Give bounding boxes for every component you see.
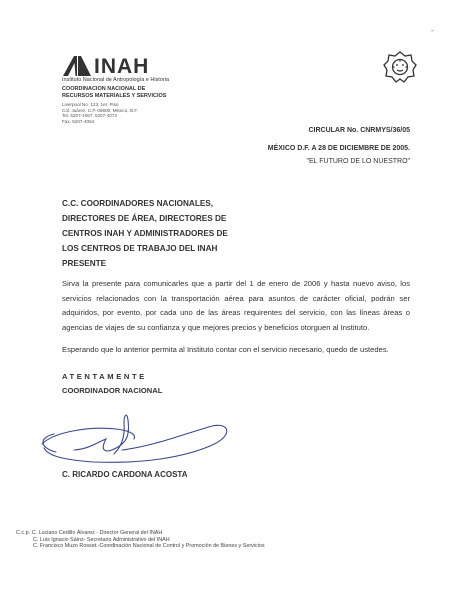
recipient-line: LOS CENTROS DE TRABAJO DEL INAH <box>62 244 218 253</box>
coordination-name: COORDINACION NACIONAL DE RECURSOS MATERIALES Y SERVICIOS <box>62 86 167 99</box>
corner-mark: - <box>431 26 434 35</box>
cc-line: C.c.p. C. Luciano Cedillo Álvarez - Director General del INAH <box>16 530 163 536</box>
circular-number: CIRCULAR No. CNRMYS/36/05 <box>308 127 410 134</box>
address-line: Tel. 5207-4067, 5207-4073 <box>62 113 117 119</box>
logo-wordmark: INAH <box>94 55 150 78</box>
signature <box>34 402 244 477</box>
recipient-line: PRESENTE <box>62 259 107 268</box>
recipients <box>62 196 302 271</box>
circular-date: MÉXICO D.F. A 28 DE DICIEMBRE DE 2005. <box>267 145 410 152</box>
motto: "EL FUTURO DE LO NUESTRO" <box>306 158 410 165</box>
body-paragraph-2: Esperando que lo anterior permita al Instituto contar con el servicio necesario, quedo de ustedes. <box>62 345 389 354</box>
signer-title: COORDINADOR NACIONAL <box>62 386 163 395</box>
address-line: Fax. 5207-4064 <box>62 118 95 124</box>
recipient-line: DIRECTORES DE ÁREA, DIRECTORES DE <box>62 214 227 223</box>
cc-list <box>16 530 265 550</box>
signer-name: C. RICARDO CARDONA ACOSTA <box>62 470 188 479</box>
institution-name: Instituto Nacional de Antropología e Historia <box>62 77 170 83</box>
recipient-line: CENTROS INAH Y ADMINISTRADORES DE <box>62 229 228 238</box>
cc-line: C. Francisco Muzo Rosset.-Coordinación Nacional de Control y Promoción de Bienes y Servicios <box>33 543 265 550</box>
address-line: Col. Juárez, C.P. 06600, México, D.F. <box>62 107 138 113</box>
salutation: ATENTAMENTE <box>62 372 147 381</box>
address-block <box>62 102 138 124</box>
inah-logo <box>62 55 149 77</box>
body-paragraph-1: Sirva la presente para comunicarles que a partir del 1 de enero de 2006 y hasta nuevo aviso, los servicios relacionados con la transportación aérea para asuntos de carácter oficial, podrán ser adquiridos, por evento, por cada uno de las áreas requirentes del servicio, con las líneas áreas o agencias de viajes de su confianza y que mejores precios y beneficios otorguen al Instituto. <box>62 279 410 332</box>
pyramid-icon <box>62 55 92 77</box>
emblem-icon <box>382 50 418 89</box>
address-line: Liverpool No. 123, 1er. Piso <box>62 102 119 107</box>
cc-line: C. Luis Ignacio Sáinz- Secretario Administrativo del INAH <box>33 536 170 543</box>
recipient-line: C.C. COORDINADORES NACIONALES, <box>62 199 214 208</box>
